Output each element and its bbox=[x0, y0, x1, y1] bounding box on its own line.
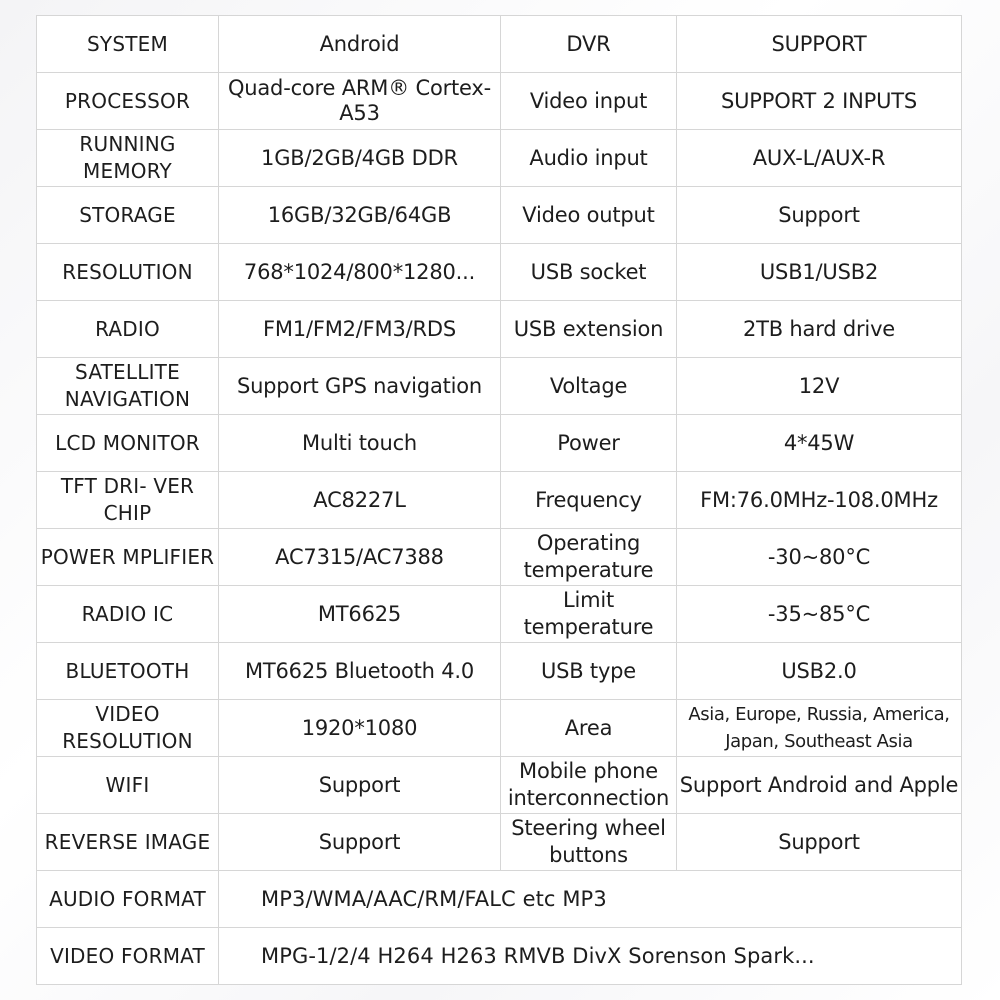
spec-label: Audio input bbox=[501, 130, 677, 187]
spec-value: AUX-L/AUX-R bbox=[677, 130, 962, 187]
spec-label: SYSTEM bbox=[37, 16, 219, 73]
spec-label: Frequency bbox=[501, 472, 677, 529]
spec-value: FM1/FM2/FM3/RDS bbox=[219, 301, 501, 358]
spec-value: Support bbox=[219, 814, 501, 871]
spec-value: Support GPS navigation bbox=[219, 358, 501, 415]
table-row bbox=[37, 130, 962, 187]
spec-label: Video output bbox=[501, 187, 677, 244]
spec-value: MP3/WMA/AAC/RM/FALC etc MP3 bbox=[219, 871, 962, 928]
spec-label: VIDEO RESOLUTION bbox=[37, 700, 219, 757]
spec-label: Steering wheel buttons bbox=[501, 814, 677, 871]
table-row bbox=[37, 472, 962, 529]
spec-value: MPG-1/2/4 H264 H263 RMVB DivX Sorenson Spark... bbox=[219, 928, 962, 985]
table-row bbox=[37, 244, 962, 301]
spec-label: Video input bbox=[501, 73, 677, 130]
spec-value: 4*45W bbox=[677, 415, 962, 472]
table-row bbox=[37, 73, 962, 130]
spec-value: MT6625 Bluetooth 4.0 bbox=[219, 643, 501, 700]
spec-label: Power bbox=[501, 415, 677, 472]
spec-label: Area bbox=[501, 700, 677, 757]
spec-value: Support bbox=[677, 187, 962, 244]
spec-table bbox=[36, 15, 962, 985]
spec-value: 2TB hard drive bbox=[677, 301, 962, 358]
spec-value: Multi touch bbox=[219, 415, 501, 472]
spec-value: Android bbox=[219, 16, 501, 73]
spec-label: Operating temperature bbox=[501, 529, 677, 586]
spec-label: VIDEO FORMAT bbox=[37, 928, 219, 985]
table-row-wide bbox=[37, 871, 962, 928]
table-row bbox=[37, 814, 962, 871]
spec-value: SUPPORT 2 INPUTS bbox=[677, 73, 962, 130]
spec-value: 1GB/2GB/4GB DDR bbox=[219, 130, 501, 187]
table-row bbox=[37, 16, 962, 73]
spec-label: TFT DRI- VER CHIP bbox=[37, 472, 219, 529]
table-row-wide bbox=[37, 928, 962, 985]
table-row bbox=[37, 529, 962, 586]
spec-label: AUDIO FORMAT bbox=[37, 871, 219, 928]
spec-label: PROCESSOR bbox=[37, 73, 219, 130]
spec-value: 1920*1080 bbox=[219, 700, 501, 757]
spec-value: USB2.0 bbox=[677, 643, 962, 700]
spec-value: -35~85°C bbox=[677, 586, 962, 643]
spec-label: RESOLUTION bbox=[37, 244, 219, 301]
spec-label: STORAGE bbox=[37, 187, 219, 244]
table-row bbox=[37, 358, 962, 415]
spec-value: 16GB/32GB/64GB bbox=[219, 187, 501, 244]
spec-label: Limit temperature bbox=[501, 586, 677, 643]
spec-label: Voltage bbox=[501, 358, 677, 415]
spec-label: REVERSE IMAGE bbox=[37, 814, 219, 871]
spec-label: USB type bbox=[501, 643, 677, 700]
table-row bbox=[37, 643, 962, 700]
spec-value: 768*1024/800*1280... bbox=[219, 244, 501, 301]
spec-label: POWER MPLIFIER bbox=[37, 529, 219, 586]
table-row bbox=[37, 700, 962, 757]
spec-value: 12V bbox=[677, 358, 962, 415]
spec-label: BLUETOOTH bbox=[37, 643, 219, 700]
spec-label: DVR bbox=[501, 16, 677, 73]
spec-value: USB1/USB2 bbox=[677, 244, 962, 301]
spec-value: Quad-core ARM® Cortex-A53 bbox=[219, 73, 501, 130]
spec-value: Asia, Europe, Russia, America, Japan, Southeast Asia bbox=[677, 700, 962, 757]
spec-label: RUNNING MEMORY bbox=[37, 130, 219, 187]
table-row bbox=[37, 415, 962, 472]
spec-value: -30~80°C bbox=[677, 529, 962, 586]
table-row bbox=[37, 757, 962, 814]
spec-value: AC8227L bbox=[219, 472, 501, 529]
spec-value: MT6625 bbox=[219, 586, 501, 643]
spec-value: Support bbox=[219, 757, 501, 814]
spec-label: WIFI bbox=[37, 757, 219, 814]
spec-label: RADIO IC bbox=[37, 586, 219, 643]
spec-value: Support Android and Apple bbox=[677, 757, 962, 814]
spec-label: USB socket bbox=[501, 244, 677, 301]
spec-value: Support bbox=[677, 814, 962, 871]
spec-label: RADIO bbox=[37, 301, 219, 358]
table-row bbox=[37, 187, 962, 244]
spec-label: Mobile phone interconnection bbox=[501, 757, 677, 814]
spec-label: USB extension bbox=[501, 301, 677, 358]
spec-label: LCD MONITOR bbox=[37, 415, 219, 472]
spec-value: AC7315/AC7388 bbox=[219, 529, 501, 586]
table-row bbox=[37, 586, 962, 643]
spec-label: SATELLITE NAVIGATION bbox=[37, 358, 219, 415]
table-row bbox=[37, 301, 962, 358]
spec-value: SUPPORT bbox=[677, 16, 962, 73]
spec-value: FM:76.0MHz-108.0MHz bbox=[677, 472, 962, 529]
